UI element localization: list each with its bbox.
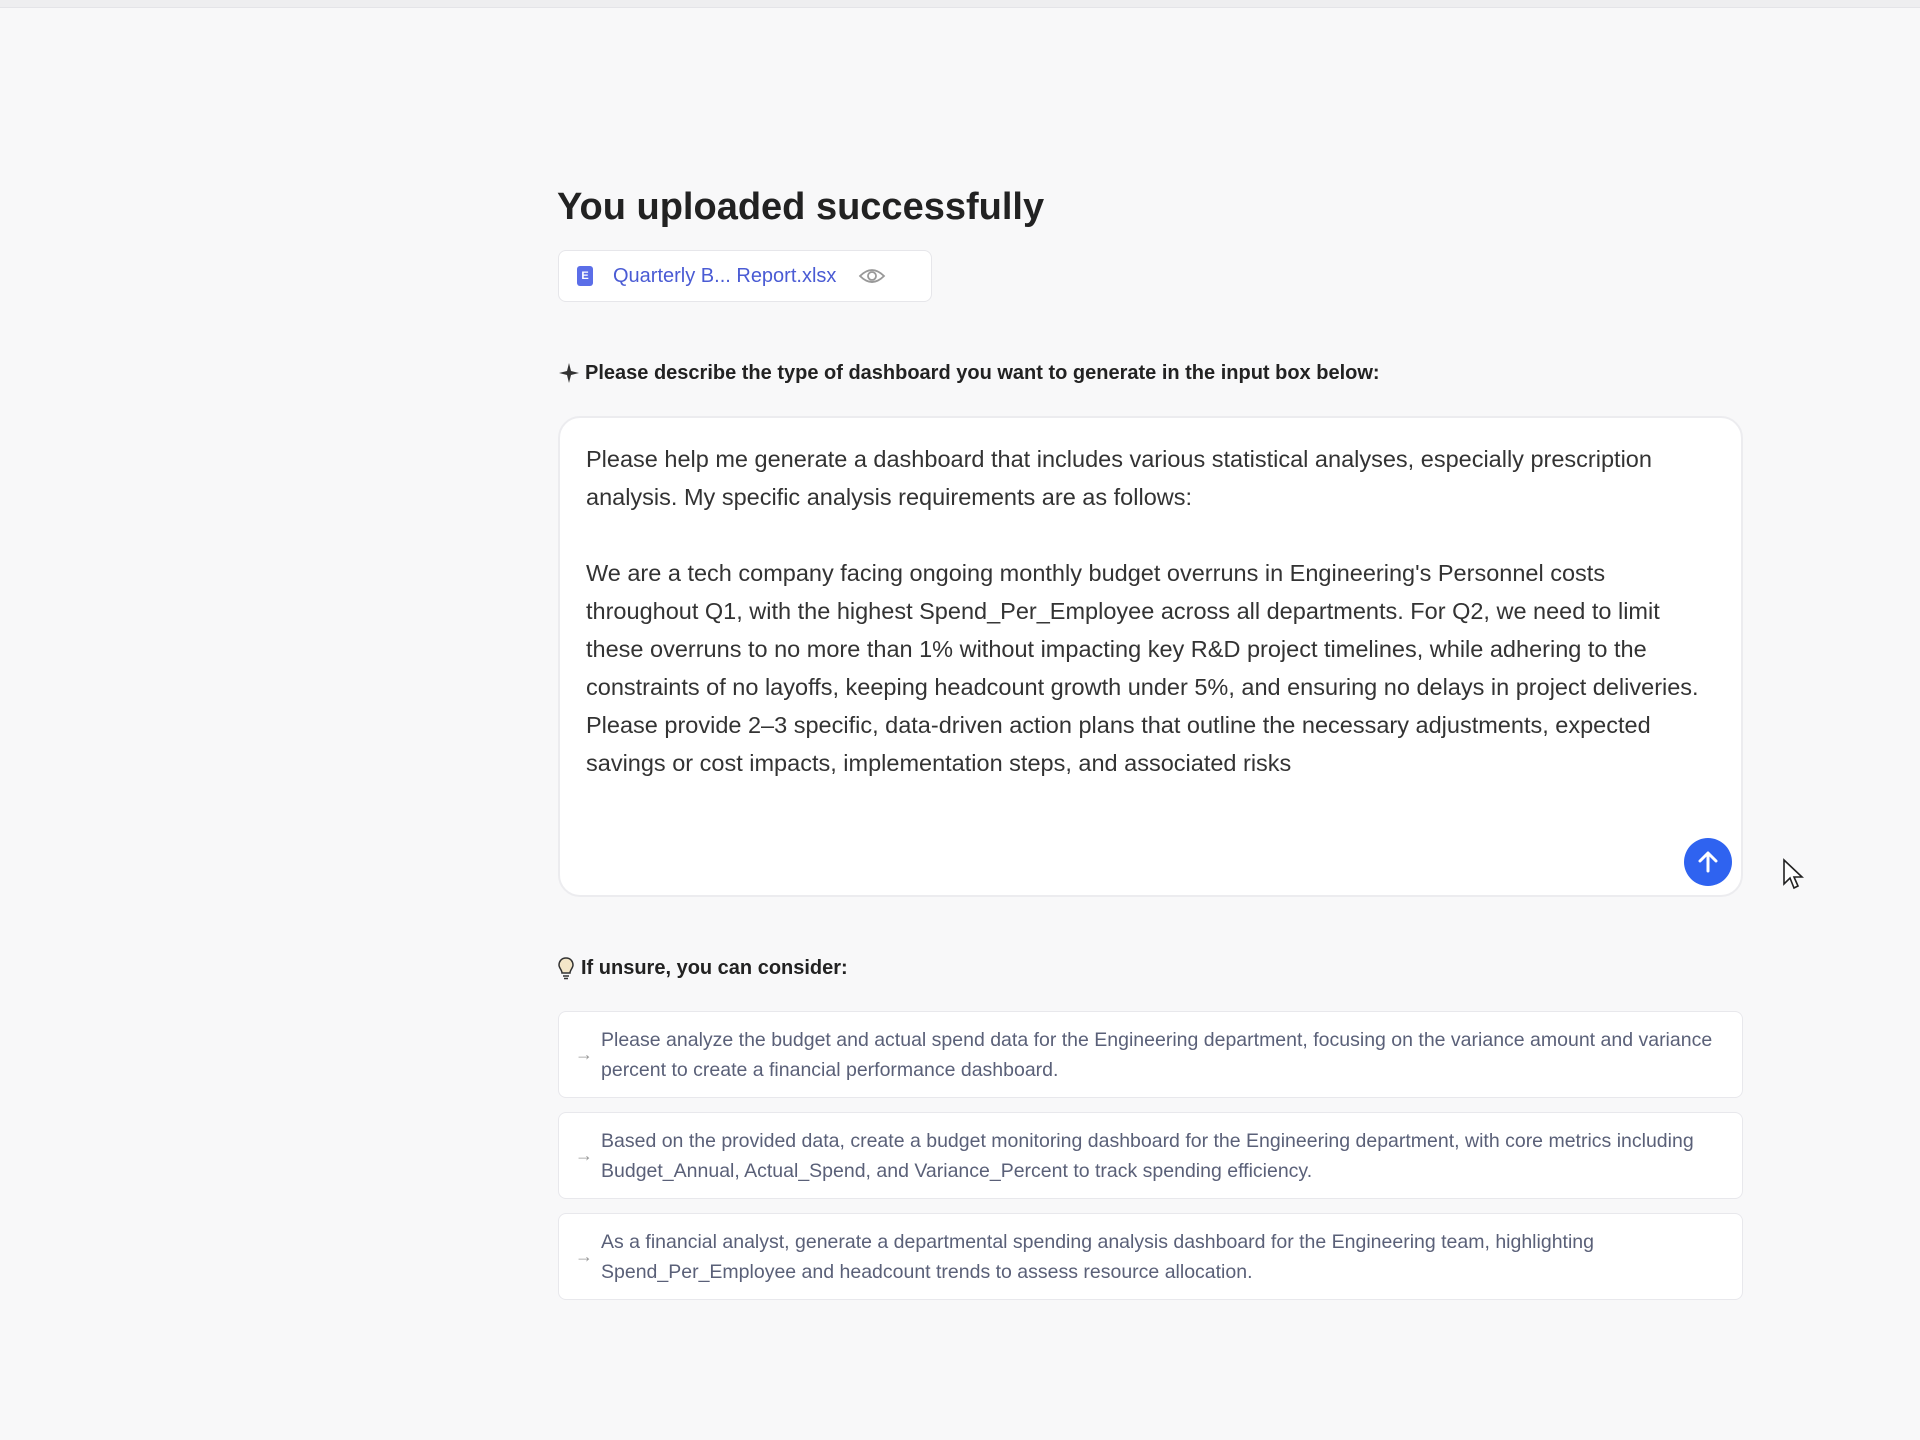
suggestions-label-text: If unsure, you can consider: xyxy=(581,956,848,979)
arrow-right-icon: → xyxy=(575,1246,593,1266)
prompt-input[interactable]: Please help me generate a dashboard that includes various statistical analyses, especially prescription analysis. My specific analysis requirements are as follows: We are a tech company facing ongoing monthly budget overruns in Engineering's Personnel costs throughout Q1, with the highest Spend_Per_Employee across all departments. For Q2, we need to limit these overruns to no more than 1% without impacting key R&D project timelines, while adhering to the constraints of no layoffs, keeping headcount growth under 5%, and ensuring no delays in project deliveries. Please provide 2–3 specific, data-driven action plans that outline the necessary adjustments, expected savings or cost impacts, implementation steps, and associated risks xyxy=(586,446,1699,776)
prompt-label-text: Please describe the type of dashboard you want to generate in the input box below: xyxy=(585,361,1380,384)
suggestion-card[interactable] xyxy=(558,1112,1743,1199)
suggestion-text: Please analyze the budget and actual spend data for the Engineering department, focusing on the variance amount and variance percent to create a financial performance dashboard. xyxy=(601,1028,1713,1081)
arrow-up-icon xyxy=(1695,849,1721,875)
suggestion-text: Based on the provided data, create a budget monitoring dashboard for the Engineering department, with core metrics including Budget_Annual, Actual_Spend, and Variance_Percent to track spending efficiency. xyxy=(601,1129,1694,1182)
mouse-cursor-icon xyxy=(1782,858,1804,892)
page-title: You uploaded successfully xyxy=(557,186,1045,228)
eye-icon[interactable] xyxy=(858,267,886,285)
file-name[interactable]: Quarterly B... Report.xlsx xyxy=(613,264,837,287)
arrow-right-icon: → xyxy=(575,1145,593,1165)
suggestion-text: As a financial analyst, generate a departmental spending analysis dashboard for the Engineering team, highlighting Spend_Per_Employee and headcount trends to assess resource allocation. xyxy=(601,1230,1594,1283)
suggestion-card[interactable] xyxy=(558,1011,1743,1098)
arrow-right-icon: → xyxy=(575,1044,593,1064)
prompt-input-box xyxy=(558,416,1743,897)
excel-file-icon: E xyxy=(577,266,593,286)
top-bar xyxy=(0,0,1920,8)
suggestions-label xyxy=(557,956,1742,980)
send-button[interactable] xyxy=(1684,838,1732,886)
suggestion-card[interactable] xyxy=(558,1213,1743,1300)
lightbulb-icon xyxy=(557,956,575,980)
prompt-label xyxy=(557,361,1742,385)
uploaded-file-chip[interactable] xyxy=(558,250,932,302)
sparkle-icon xyxy=(557,361,581,385)
